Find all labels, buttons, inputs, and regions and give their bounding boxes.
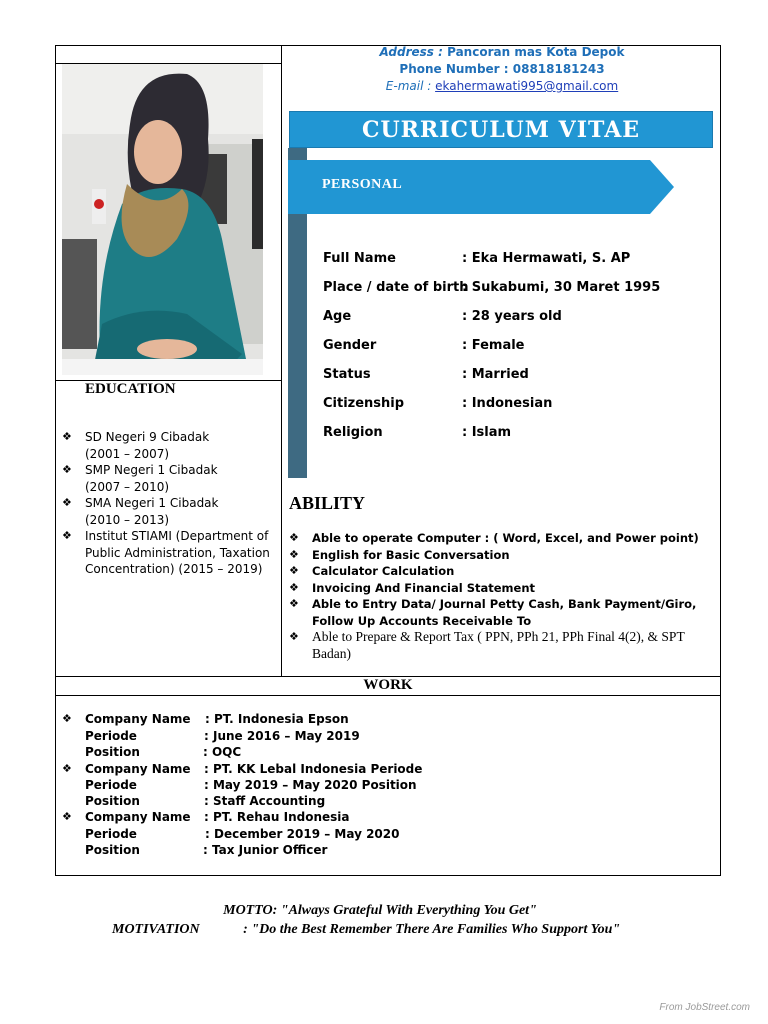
column-divider <box>281 45 282 676</box>
email-link[interactable]: ekahermawati995@gmail.com <box>435 79 619 93</box>
address-value: Pancoran mas Kota Depok <box>447 45 625 59</box>
diamond-bullet-icon: ❖ <box>289 580 299 594</box>
profile-photo <box>62 64 263 375</box>
info-value: : Sukabumi, 30 Maret 1995 <box>462 280 661 295</box>
cv-title: CURRICULUM VITAE <box>361 117 641 143</box>
education-line: SMP Negeri 1 Cibadak <box>85 463 218 477</box>
address-label: Address : <box>379 45 443 59</box>
diamond-bullet-icon: ❖ <box>62 810 72 823</box>
contact-phone <box>283 62 721 76</box>
cv-title-banner <box>289 111 713 148</box>
info-label: Gender <box>323 338 377 353</box>
ability-text: Able to Prepare & Report Tax ( PPN, PPh 21, PPh Final 4(2), & SPT Badan) <box>312 629 685 661</box>
diamond-bullet-icon: ❖ <box>62 430 72 443</box>
motivation-label: MOTIVATION <box>112 922 200 937</box>
info-label: Full Name <box>323 251 396 266</box>
work-value: : PT. Rehau Indonesia <box>204 810 350 824</box>
education-item <box>62 528 277 578</box>
info-value: : Islam <box>462 425 512 440</box>
diamond-bullet-icon: ❖ <box>289 630 299 643</box>
diamond-bullet-icon: ❖ <box>289 597 299 610</box>
info-label: Age <box>323 309 352 324</box>
info-label: Citizenship <box>323 396 405 411</box>
diamond-bullet-icon: ❖ <box>62 712 72 725</box>
ability-text: Invoicing And Financial Statement <box>312 580 536 595</box>
info-value: : Indonesian <box>462 396 553 411</box>
work-label: Position <box>85 843 140 857</box>
education-line: (2007 – 2010) <box>85 479 170 494</box>
work-label: Company Name <box>85 762 191 776</box>
info-label: Religion <box>323 425 383 440</box>
info-value: : Eka Hermawati, S. AP <box>462 251 631 266</box>
ability-item <box>289 629 709 662</box>
education-line: Institut STIAMI (Department of <box>85 529 269 543</box>
diamond-bullet-icon: ❖ <box>62 762 72 775</box>
phone-text: Phone Number : 08818181243 <box>399 62 605 76</box>
info-label: Status <box>323 367 371 382</box>
work-value: : PT. KK Lebal Indonesia Periode <box>204 762 423 776</box>
motivation-value: : "Do the Best Remember There Are Families Who Support You" <box>243 922 621 937</box>
education-heading: EDUCATION <box>85 381 176 397</box>
work-value: : OQC <box>203 745 242 759</box>
ability-text: English for Basic Conversation <box>312 547 510 562</box>
work-value: : PT. Indonesia Epson <box>205 712 349 726</box>
ability-item <box>289 547 709 564</box>
education-line: (2001 – 2007) <box>85 446 170 461</box>
contact-email <box>283 79 721 93</box>
work-label: Position <box>85 745 140 759</box>
ability-text: Able to operate Computer : ( Word, Excel, and Power point) <box>312 531 699 545</box>
work-value: : Staff Accounting <box>204 794 326 808</box>
diamond-bullet-icon: ❖ <box>62 496 72 509</box>
education-line: (2010 – 2013) <box>85 512 170 527</box>
ability-item <box>289 596 709 629</box>
ability-text: Calculator Calculation <box>312 564 455 578</box>
ability-heading: ABILITY <box>289 493 366 513</box>
personal-label: PERSONAL <box>322 177 403 192</box>
info-value: : 28 years old <box>462 309 562 324</box>
ability-item <box>289 563 709 580</box>
work-value: : Tax Junior Officer <box>203 843 328 857</box>
motto-text: MOTTO: "Always Grateful With Everything You Get" <box>223 903 537 918</box>
education-line: Public Administration, Taxation <box>85 545 270 560</box>
info-label: Place / date of birth <box>323 280 469 295</box>
work-label: Company Name <box>85 810 191 824</box>
email-label: E-mail : <box>385 79 432 93</box>
education-item <box>62 495 277 528</box>
ability-list <box>289 530 709 662</box>
info-value: : Married <box>462 367 529 382</box>
ability-item <box>289 530 709 547</box>
motivation-line <box>112 922 620 938</box>
ability-text: Able to Entry Data/ Journal Petty Cash, Bank Payment/Giro, Follow Up Accounts Receivable To <box>312 597 697 628</box>
work-heading: WORK <box>363 677 413 693</box>
info-value: : Female <box>462 338 525 353</box>
education-item <box>62 429 277 462</box>
diamond-bullet-icon: ❖ <box>62 463 72 476</box>
work-value: : May 2019 – May 2020 Position <box>204 778 417 792</box>
diamond-bullet-icon: ❖ <box>289 547 299 561</box>
work-label: Company Name <box>85 712 191 726</box>
work-label: Periode <box>85 778 137 792</box>
education-item <box>62 462 277 495</box>
education-list <box>62 429 277 578</box>
work-label: Periode <box>85 827 137 841</box>
diamond-bullet-icon: ❖ <box>62 529 72 542</box>
source-footer: From JobStreet.com <box>659 1002 750 1013</box>
education-line: Concentration) (2015 – 2019) <box>85 562 263 576</box>
ability-item <box>289 580 709 597</box>
motto-line <box>0 903 764 919</box>
work-value: : December 2019 – May 2020 <box>205 827 400 841</box>
education-line: SD Negeri 9 Cibadak <box>85 430 210 444</box>
diamond-bullet-icon: ❖ <box>289 564 299 577</box>
education-line: SMA Negeri 1 Cibadak <box>85 496 219 510</box>
work-label: Position <box>85 794 140 808</box>
contact-address <box>283 45 721 59</box>
work-value: : June 2016 – May 2019 <box>204 729 360 743</box>
work-heading-rule <box>55 695 721 696</box>
work-label: Periode <box>85 729 137 743</box>
diamond-bullet-icon: ❖ <box>289 531 299 544</box>
